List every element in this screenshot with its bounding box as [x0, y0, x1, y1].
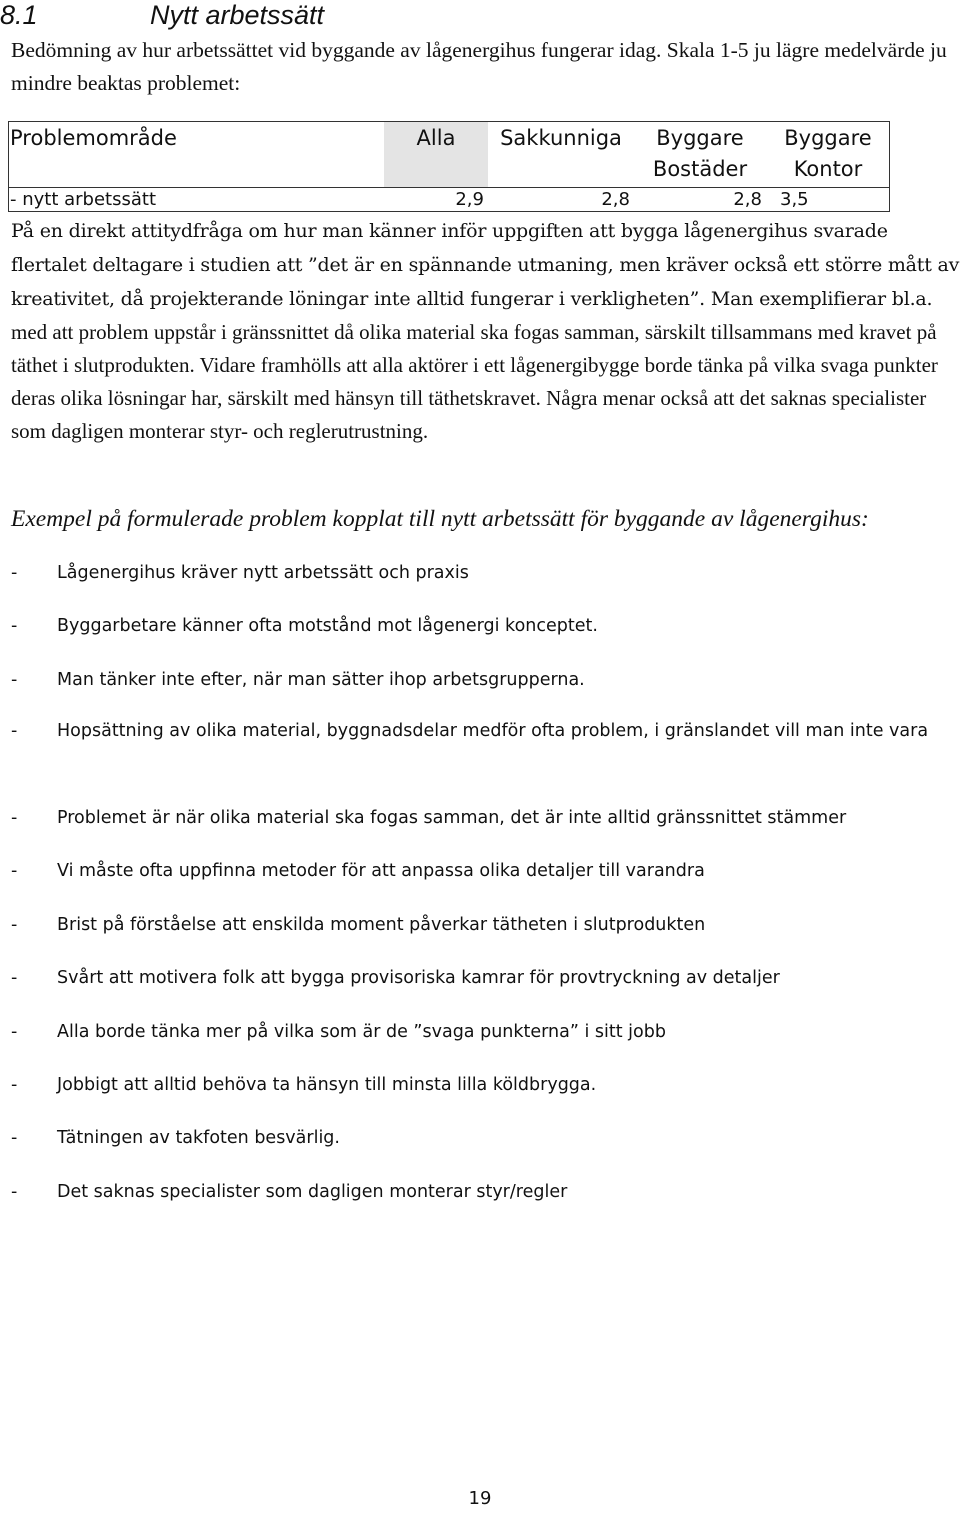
examples-title: Exempel på formulerade problem kopplat till nytt arbetssätt för byggande av lågenergihus: — [11, 506, 869, 532]
body-paragraph-part2: med att problem uppstår i gränssnittet då olika material ska fogas samman, särskilt tillsammans med kravet på täthet i slutprodukten. Vidare framhölls att alla aktörer i ett lågenergibygge borde tänka på vilka svaga punkter deras olika lösningar har, särskilt med hänsyn till täthetskravet. Några menar också att det saknas specialister som dagligen monterar styr- och reglerutrustning. — [11, 320, 938, 443]
list-item-text: Hopsättning av olika material, byggnadsdelar medför ofta problem, i gränslandet vill man inte vara — [57, 721, 929, 741]
list-item-text: Problemet är när olika material ska fogas samman, det är inte alltid gränssnittet stämmer — [57, 808, 847, 828]
list-item-text: Det saknas specialister som dagligen monterar styr/regler — [57, 1182, 568, 1202]
list-item — [11, 961, 951, 995]
list-item — [11, 854, 951, 888]
list-item — [11, 714, 951, 748]
section-title: Nytt arbetssätt — [150, 0, 325, 30]
section-number: 8.1 — [0, 0, 38, 30]
list-item — [11, 609, 951, 643]
list-bullet: - — [11, 721, 18, 741]
list-item-text: Svårt att motivera folk att bygga provisoriska kamrar för provtryckning av detaljer — [57, 968, 780, 988]
list-bullet: - — [11, 1075, 18, 1095]
list-bullet: - — [11, 616, 18, 636]
table-header-alla: Alla — [384, 121, 488, 188]
body-paragraph-part1: På en direkt attitydfråga om hur man känner inför uppgiften att bygga lågenergihus svarade flertalet deltagare i studien att ”det är en spännande utmaning, men kräver också ett större mått av kreativitet, då projekterande löningar inte alltid fungerar i verkligheten”. Man exemplifierar bl.a. — [11, 220, 960, 310]
list-bullet: - — [11, 1128, 18, 1148]
table-cell-problem: - nytt arbetssätt — [10, 189, 157, 210]
table-header-sakkunniga: Sakkunniga — [500, 126, 622, 150]
list-bullet: - — [11, 968, 18, 988]
table-cell-byggare-bostader: 2,8 — [733, 189, 762, 210]
list-item-text: Lågenergihus kräver nytt arbetssätt och praxis — [57, 563, 469, 583]
list-item-text: Jobbigt att alltid behöva ta hänsyn till minsta lilla köldbrygga. — [57, 1075, 597, 1095]
list-item — [11, 1175, 951, 1209]
intro-paragraph: Bedömning av hur arbetssättet vid byggande av lågenergihus fungerar idag. Skala 1-5 ju lägre medelvärde ju mindre beaktas problemet: — [11, 38, 947, 95]
page-number: 19 — [468, 1488, 492, 1509]
results-table — [8, 121, 890, 212]
list-item-text: Brist på förståelse att enskilda moment påverkar tätheten i slutprodukten — [57, 915, 706, 935]
table-row — [8, 188, 890, 213]
list-item-text: Man tänker inte efter, när man sätter ihop arbetsgrupperna. — [57, 670, 585, 690]
table-header-row — [8, 121, 890, 188]
table-header-problemomrade: Problemområde — [10, 126, 177, 150]
list-item — [11, 663, 951, 697]
list-item — [11, 556, 951, 590]
list-item — [11, 1015, 951, 1049]
list-bullet: - — [11, 861, 18, 881]
list-bullet: - — [11, 670, 18, 690]
table-header-byggare-kontor: Byggare Kontor — [784, 126, 872, 181]
list-bullet: - — [11, 1182, 18, 1202]
list-item — [11, 801, 951, 835]
list-item-text: Vi måste ofta uppfinna metoder för att anpassa olika detaljer till varandra — [57, 861, 705, 881]
table-cell-sakkunniga: 2,8 — [601, 189, 630, 210]
list-item-text: Alla borde tänka mer på vilka som är de ”svaga punkterna” i sitt jobb — [57, 1022, 666, 1042]
list-bullet: - — [11, 563, 18, 583]
list-bullet: - — [11, 808, 18, 828]
list-item — [11, 1068, 951, 1102]
list-item — [11, 908, 951, 942]
section-heading — [0, 0, 324, 30]
list-item-text: Byggarbetare känner ofta motstånd mot lågenergi konceptet. — [57, 616, 598, 636]
table-cell-alla: 2,9 — [455, 189, 484, 210]
list-item — [11, 1121, 951, 1155]
list-item-text: Tätningen av takfoten besvärlig. — [57, 1128, 340, 1148]
list-bullet: - — [11, 1022, 18, 1042]
list-bullet: - — [11, 915, 18, 935]
table-header-byggare-bostader: Byggare Bostäder — [652, 126, 748, 181]
table-cell-byggare-kontor: 3,5 — [780, 189, 809, 210]
body-paragraph — [11, 214, 960, 448]
